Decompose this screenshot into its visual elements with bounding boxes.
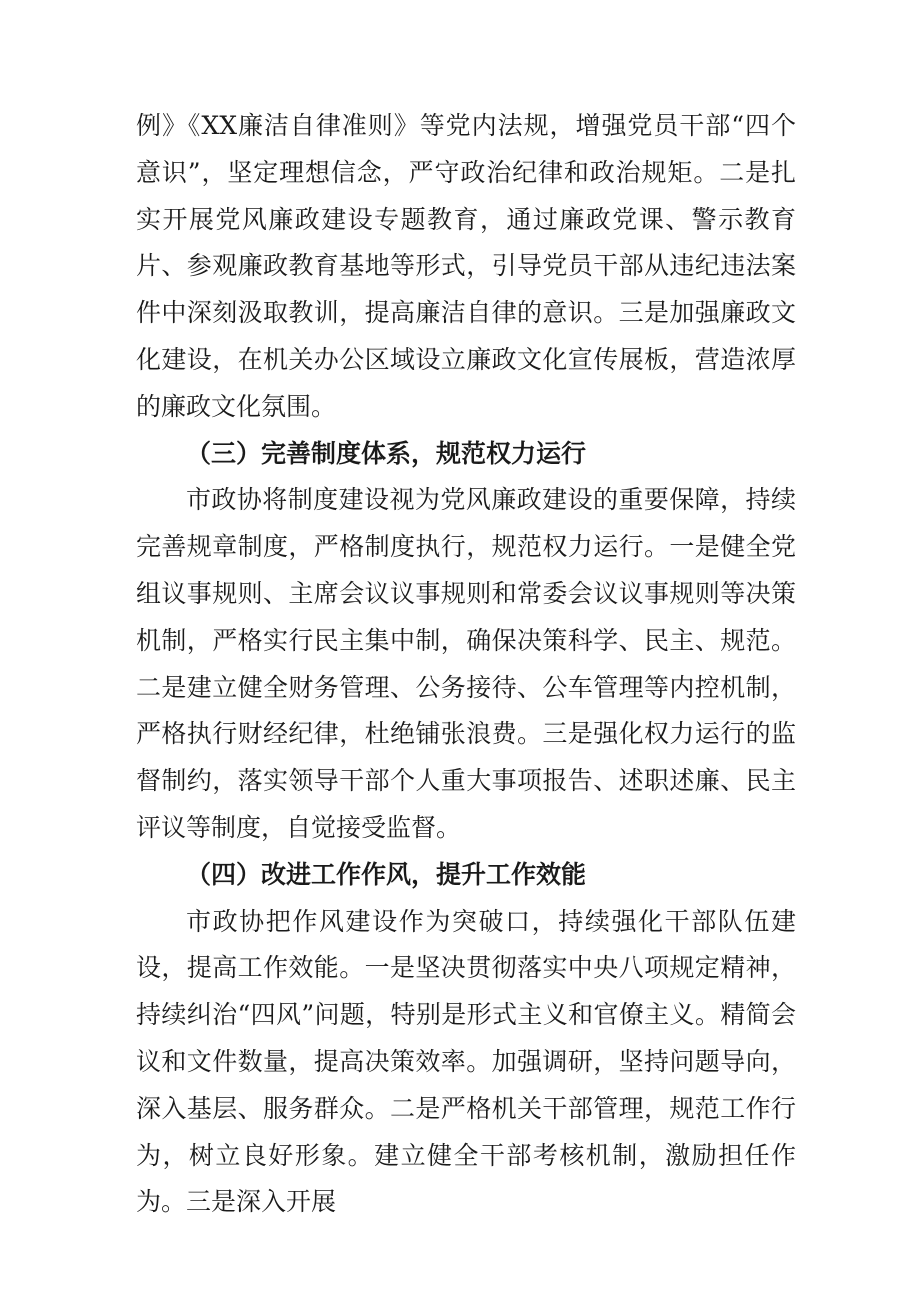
section-heading-3: （三）完善制度体系，规范权力运行 (186, 438, 587, 468)
paragraph-intro: 例》《XX廉洁自律准则》等党内法规，增强党员干部“四个意识”，坚定理想信念，严守政治纪律和政治规矩。二是扎实开展党风廉政建设专题教育，通过廉政党课、警示教育片、参观廉政教育基地等形式，引导党员干部从违纪违法案件中深刻汲取教训，提高廉洁自律的意识。三是加强廉政文化建设，在机关办公区域设立廉政文化宣传展板，营造浓厚的廉政文化氛围。 (136, 111, 796, 421)
section-heading-4: （四）改进工作作风，提升工作效能 (186, 859, 587, 889)
paragraph-section-4: 市政协把作风建设作为突破口，持续强化干部队伍建设，提高工作效能。一是坚决贯彻落实中央八项规定精神，持续纠治“四风”问题，特别是形式主义和官僚主义。精简会议和文件数量，提高决策效率。加强调研，坚持问题导向，深入基层、服务群众。二是严格机关干部管理，规范工作行为，树立良好形象。建立健全干部考核机制，激励担任作为。三是深入开展 (136, 906, 796, 1217)
document-body (136, 103, 796, 1226)
paragraph-section-3: 市政协将制度建设视为党风廉政建设的重要保障，持续完善规章制度，严格制度执行，规范权力运行。一是健全党组议事规则、主席会议议事规则和常委会议议事规则等决策机制，严格实行民主集中制，确保决策科学、民主、规范。二是建立健全财务管理、公务接待、公车管理等内控机制，严格执行财经纪律，杜绝铺张浪费。三是强化权力运行的监督制约，落实领导干部个人重大事项报告、述职述廉、民主评议等制度，自觉接受监督。 (136, 485, 796, 842)
